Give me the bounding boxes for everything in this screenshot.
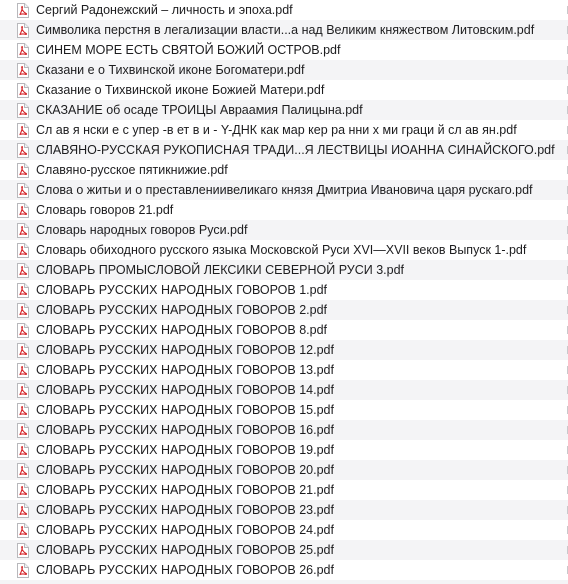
column-divider: [564, 446, 568, 454]
file-name: СЛОВАРЬ РУССКИХ НАРОДНЫХ ГОВОРОВ 25.pdf: [36, 543, 334, 557]
file-name: Славяно-русское пятикнижие.pdf: [36, 163, 228, 177]
file-name: СЛОВАРЬ РУССКИХ НАРОДНЫХ ГОВОРОВ 19.pdf: [36, 443, 334, 457]
file-row[interactable]: [0, 240, 568, 260]
column-divider: [564, 46, 568, 54]
pdf-document-icon: [16, 203, 29, 218]
pdf-document-icon: [16, 483, 29, 498]
file-row[interactable]: [0, 420, 568, 440]
file-row[interactable]: [0, 160, 568, 180]
pdf-document-icon: [16, 23, 29, 38]
file-name: СЛОВАРЬ РУССКИХ НАРОДНЫХ ГОВОРОВ 23.pdf: [36, 503, 334, 517]
column-divider: [564, 86, 568, 94]
column-divider: [564, 506, 568, 514]
file-name: Словарь народных говоров Руси.pdf: [36, 223, 248, 237]
pdf-document-icon: [16, 3, 29, 18]
column-divider: [564, 486, 568, 494]
column-divider: [564, 326, 568, 334]
pdf-document-icon: [16, 83, 29, 98]
column-divider: [564, 286, 568, 294]
file-row[interactable]: [0, 520, 568, 540]
file-name: СЛОВАРЬ РУССКИХ НАРОДНЫХ ГОВОРОВ 21.pdf: [36, 483, 334, 497]
pdf-document-icon: [16, 523, 29, 538]
file-row[interactable]: [0, 320, 568, 340]
pdf-document-icon: [16, 63, 29, 78]
file-name: СЛОВАРЬ РУССКИХ НАРОДНЫХ ГОВОРОВ 24.pdf: [36, 523, 334, 537]
pdf-document-icon: [16, 263, 29, 278]
file-name: Словарь говоров 21.pdf: [36, 203, 174, 217]
file-row[interactable]: [0, 100, 568, 120]
column-divider: [564, 386, 568, 394]
file-name: Сергий Радонежский – личность и эпоха.pdf: [36, 3, 293, 17]
pdf-document-icon: [16, 423, 29, 438]
column-divider: [564, 226, 568, 234]
file-name: СЛОВАРЬ РУССКИХ НАРОДНЫХ ГОВОРОВ 2.pdf: [36, 303, 328, 317]
pdf-document-icon: [16, 183, 29, 198]
column-divider: [564, 546, 568, 554]
file-row[interactable]: [0, 560, 568, 580]
file-name: Символика перстня в легализации власти...а над Великим княжеством Литовским.pdf: [36, 23, 535, 37]
pdf-document-icon: [16, 463, 29, 478]
column-divider: [564, 406, 568, 414]
file-row[interactable]: [0, 80, 568, 100]
column-divider: [564, 146, 568, 154]
pdf-document-icon: [16, 43, 29, 58]
file-name: Сказани е о Тихвинской иконе Богоматери.pdf: [36, 63, 305, 77]
pdf-document-icon: [16, 323, 29, 338]
file-name: Сказание о Тихвинской иконе Божией Матери.pdf: [36, 83, 325, 97]
column-divider: [564, 66, 568, 74]
file-row[interactable]: [0, 280, 568, 300]
column-divider: [564, 266, 568, 274]
column-divider: [564, 126, 568, 134]
file-name: Слова о житьи и о преставлениивеликаго князя Дмитриа Ивановича царя рускаго.pdf: [36, 183, 533, 197]
file-name: СКАЗАНИЕ об осаде ТРОИЦЫ Авраамия Палицына.pdf: [36, 103, 363, 117]
file-row[interactable]: [0, 500, 568, 520]
pdf-document-icon: [16, 543, 29, 558]
file-name: СЛАВЯНО-РУССКАЯ РУКОПИСНАЯ ТРАДИ...Я ЛЕСТВИЦЫ ИОАННА СИНАЙСКОГО.pdf: [36, 143, 555, 157]
file-row[interactable]: [0, 40, 568, 60]
file-row[interactable]: [0, 380, 568, 400]
file-row[interactable]: [0, 400, 568, 420]
column-divider: [564, 426, 568, 434]
file-row-partial: [0, 580, 568, 584]
pdf-document-icon: [16, 563, 29, 578]
pdf-document-icon: [16, 283, 29, 298]
column-divider: [564, 526, 568, 534]
pdf-document-icon: [16, 103, 29, 118]
pdf-document-icon: [16, 143, 29, 158]
file-name: Сл ав я нски е с упер -в ет в и - Y-ДНК как мар кер ра нни х ми граци й сл ав ян.pdf: [36, 123, 517, 137]
file-name: СЛОВАРЬ РУССКИХ НАРОДНЫХ ГОВОРОВ 13.pdf: [36, 363, 334, 377]
column-divider: [564, 246, 568, 254]
file-row[interactable]: [0, 20, 568, 40]
column-divider: [564, 186, 568, 194]
file-row[interactable]: [0, 460, 568, 480]
file-name: СЛОВАРЬ РУССКИХ НАРОДНЫХ ГОВОРОВ 1.pdf: [36, 283, 328, 297]
pdf-document-icon: [16, 443, 29, 458]
file-row[interactable]: [0, 540, 568, 560]
file-row[interactable]: [0, 60, 568, 80]
pdf-document-icon: [16, 163, 29, 178]
pdf-document-icon: [16, 403, 29, 418]
column-divider: [564, 346, 568, 354]
file-name: Словарь обиходного русского языка Московской Руси XVI—XVII веков Выпуск 1-.pdf: [36, 243, 527, 257]
column-divider: [564, 166, 568, 174]
pdf-document-icon: [16, 243, 29, 258]
file-row[interactable]: [0, 260, 568, 280]
file-name: СЛОВАРЬ ПРОМЫСЛОВОЙ ЛЕКСИКИ СЕВЕРНОЙ РУСИ 3.pdf: [36, 263, 405, 277]
file-name: СЛОВАРЬ РУССКИХ НАРОДНЫХ ГОВОРОВ 20.pdf: [36, 463, 334, 477]
file-name: СЛОВАРЬ РУССКИХ НАРОДНЫХ ГОВОРОВ 16.pdf: [36, 423, 334, 437]
column-divider: [564, 566, 568, 574]
column-divider: [564, 26, 568, 34]
column-divider: [564, 366, 568, 374]
pdf-document-icon: [16, 303, 29, 318]
column-divider: [564, 306, 568, 314]
file-row[interactable]: [0, 140, 568, 160]
column-divider: [564, 106, 568, 114]
pdf-document-icon: [16, 123, 29, 138]
file-row[interactable]: [0, 300, 568, 320]
pdf-document-icon: [16, 343, 29, 358]
pdf-document-icon: [16, 383, 29, 398]
pdf-document-icon: [16, 223, 29, 238]
file-name: СЛОВАРЬ РУССКИХ НАРОДНЫХ ГОВОРОВ 12.pdf: [36, 343, 334, 357]
column-divider: [564, 466, 568, 474]
file-row[interactable]: [0, 220, 568, 240]
column-divider: [564, 206, 568, 214]
file-row[interactable]: [0, 340, 568, 360]
file-name: СЛОВАРЬ РУССКИХ НАРОДНЫХ ГОВОРОВ 8.pdf: [36, 323, 328, 337]
file-row[interactable]: [0, 440, 568, 460]
file-row[interactable]: [0, 0, 568, 20]
file-name: СЛОВАРЬ РУССКИХ НАРОДНЫХ ГОВОРОВ 14.pdf: [36, 383, 334, 397]
file-row[interactable]: [0, 200, 568, 220]
column-divider: [564, 6, 568, 14]
file-name: СЛОВАРЬ РУССКИХ НАРОДНЫХ ГОВОРОВ 15.pdf: [36, 403, 334, 417]
file-name: СИНЕМ МОРЕ ЕСТЬ СВЯТОЙ БОЖИЙ ОСТРОВ.pdf: [36, 43, 341, 57]
pdf-document-icon: [16, 363, 29, 378]
file-name: СЛОВАРЬ РУССКИХ НАРОДНЫХ ГОВОРОВ 26.pdf: [36, 563, 334, 577]
file-row[interactable]: [0, 480, 568, 500]
file-row[interactable]: [0, 120, 568, 140]
file-row[interactable]: [0, 180, 568, 200]
file-row[interactable]: [0, 360, 568, 380]
pdf-document-icon: [16, 503, 29, 518]
